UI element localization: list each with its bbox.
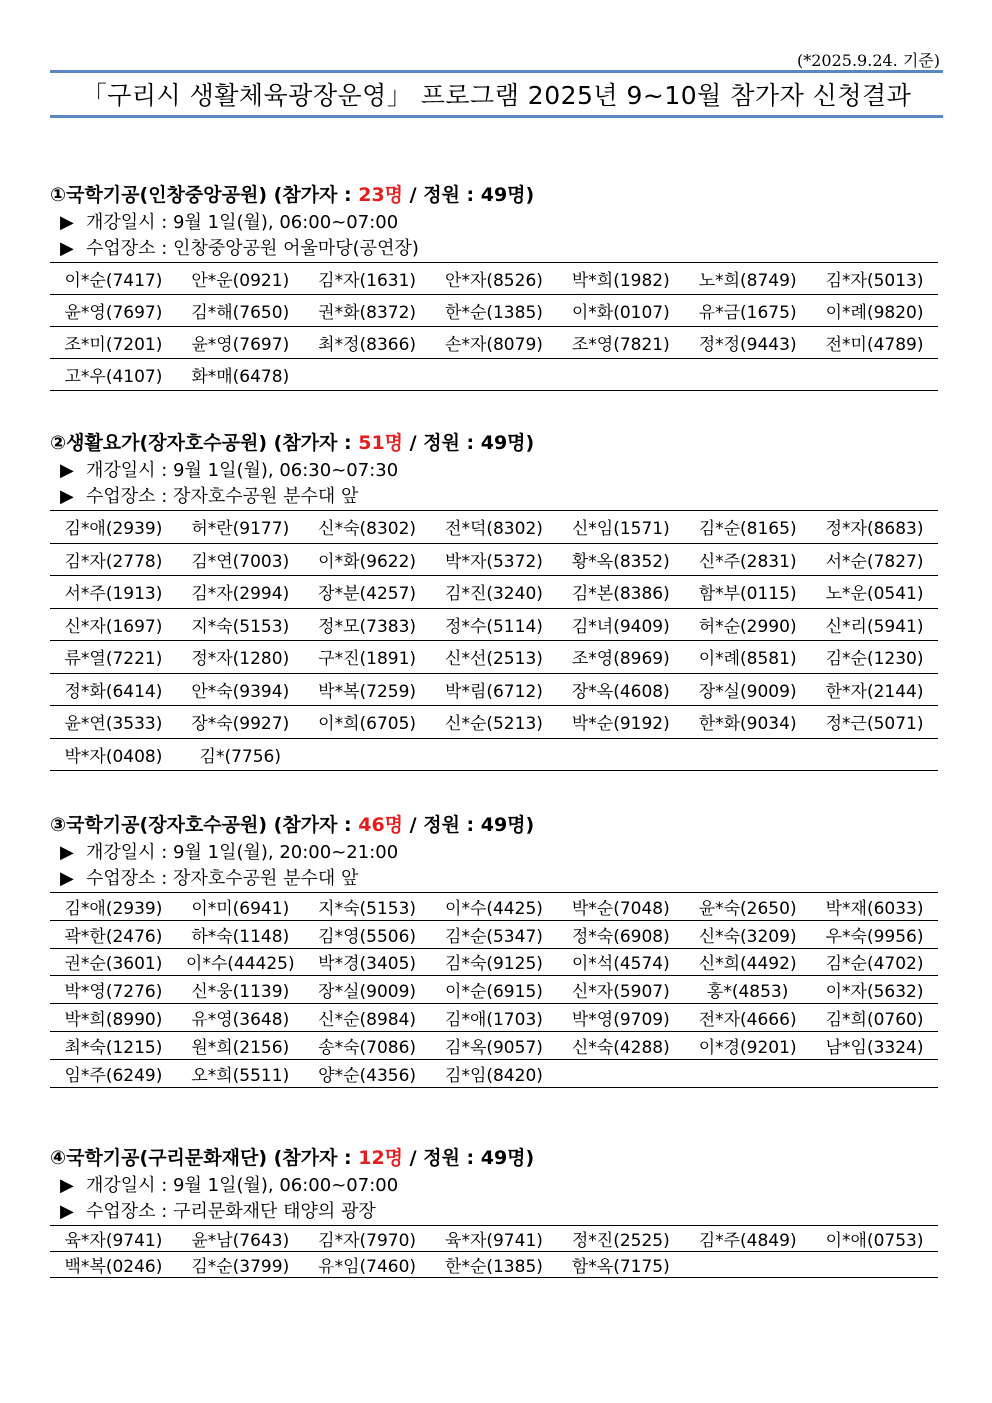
table-row	[50, 948, 938, 976]
class-date-text: 개강일시 : 9월 1일(월), 06:00~07:00	[86, 212, 399, 233]
table-row	[50, 543, 938, 576]
participant-cell: 조*영(7821)	[557, 327, 684, 359]
participant-cell: 백*복(0246)	[50, 1252, 177, 1278]
participant-cell: 김*자(1631)	[304, 263, 431, 295]
participant-cell: 정*수(5114)	[431, 608, 558, 641]
participant-cell: 윤*영(7697)	[177, 327, 304, 359]
participant-cell: 김*숙(9125)	[431, 948, 558, 976]
class-place-line	[50, 1199, 938, 1225]
participant-cell: 박*복(7259)	[304, 673, 431, 706]
participant-cell: 이*례(8581)	[684, 641, 811, 674]
participants-count: 12명	[358, 1147, 404, 1169]
section-heading	[50, 180, 938, 210]
participant-cell: 이*화(0107)	[557, 295, 684, 327]
participant-cell: 신*순(8984)	[304, 1004, 431, 1032]
section-heading	[50, 1143, 938, 1173]
participant-cell: 이*례(9820)	[811, 295, 938, 327]
participant-cell: 서*순(7827)	[811, 543, 938, 576]
participant-cell	[811, 1059, 938, 1087]
participant-cell: 신*자(5907)	[557, 976, 684, 1004]
participant-cell: 함*부(0115)	[684, 576, 811, 609]
table-row	[50, 1059, 938, 1087]
participant-cell: 안*운(0921)	[177, 263, 304, 295]
participant-cell: 김*순(5347)	[431, 920, 558, 948]
section-number: ①	[50, 184, 67, 206]
participant-cell: 한*순(1385)	[431, 1252, 558, 1278]
program-section	[50, 1143, 938, 1278]
class-date-line	[50, 1173, 938, 1199]
participant-cell: 신*순(5213)	[431, 706, 558, 739]
participant-cell: 이*수(4425)	[431, 893, 558, 921]
table-row	[50, 1004, 938, 1032]
participant-cell: 노*운(0541)	[811, 576, 938, 609]
participant-cell: 신*임(1571)	[557, 511, 684, 544]
participant-cell: 김*애(2939)	[50, 511, 177, 544]
arrow-icon: ▶	[60, 460, 74, 481]
participant-cell: 정*모(7383)	[304, 608, 431, 641]
participant-cell: 홍*(4853)	[684, 976, 811, 1004]
participant-cell	[557, 738, 684, 771]
participant-cell: 박*순(9192)	[557, 706, 684, 739]
participant-cell: 신*숙(8302)	[304, 511, 431, 544]
section-heading	[50, 810, 938, 840]
program-name: 국학기공(인창중앙공원)	[66, 184, 268, 206]
table-row	[50, 641, 938, 674]
table-row	[50, 295, 938, 327]
participant-cell: 육*자(9741)	[50, 1226, 177, 1252]
participant-cell: 하*숙(1148)	[177, 920, 304, 948]
class-place-text: 수업장소 : 장자호수공원 분수대 앞	[86, 486, 359, 507]
participant-cell: 이*자(5632)	[811, 976, 938, 1004]
participant-cell: 한*순(1385)	[431, 295, 558, 327]
participant-cell: 신*희(4492)	[684, 948, 811, 976]
participant-cell	[557, 1059, 684, 1087]
participant-cell: 정*자(8683)	[811, 511, 938, 544]
participant-cell: 김*주(4849)	[684, 1226, 811, 1252]
class-date-text: 개강일시 : 9월 1일(월), 06:30~07:30	[86, 460, 399, 481]
table-row	[50, 738, 938, 771]
participant-cell: 윤*숙(2650)	[684, 893, 811, 921]
participant-cell: 박*경(3405)	[304, 948, 431, 976]
class-date-line	[50, 210, 938, 236]
participant-cell: 권*순(3601)	[50, 948, 177, 976]
participant-cell	[684, 1059, 811, 1087]
participant-cell: 서*주(1913)	[50, 576, 177, 609]
participant-cell: 허*순(2990)	[684, 608, 811, 641]
participant-cell: 장*실(9009)	[304, 976, 431, 1004]
section-heading	[50, 428, 938, 458]
arrow-icon: ▶	[60, 868, 74, 889]
program-section	[50, 810, 938, 1088]
participant-cell: 장*숙(9927)	[177, 706, 304, 739]
participant-cell	[431, 359, 558, 391]
arrow-icon: ▶	[60, 238, 74, 259]
class-date-line	[50, 458, 938, 484]
participant-cell: 이*순(7417)	[50, 263, 177, 295]
participant-cell: 지*숙(5153)	[304, 893, 431, 921]
arrow-icon: ▶	[60, 486, 74, 507]
participant-cell: 함*옥(7175)	[557, 1252, 684, 1278]
participant-cell: 김*임(8420)	[431, 1059, 558, 1087]
participants-count: 23명	[358, 184, 404, 206]
capacity-text: / 정원 : 49명)	[409, 814, 535, 836]
class-place-text: 수업장소 : 구리문화재단 태양의 광장	[86, 1201, 376, 1222]
participant-cell: 김*희(0760)	[811, 1004, 938, 1032]
participant-cell: 오*희(5511)	[177, 1059, 304, 1087]
participant-cell	[684, 1252, 811, 1278]
participant-cell	[811, 359, 938, 391]
participant-cell: 곽*한(2476)	[50, 920, 177, 948]
participants-count: 51명	[358, 432, 404, 454]
document-title: 「구리시 생활체육광장운영」 프로그램 2025년 9~10월 참가자 신청결과	[81, 81, 912, 110]
capacity-text: / 정원 : 49명)	[409, 432, 535, 454]
participant-cell: 전*덕(8302)	[431, 511, 558, 544]
participant-cell: 정*숙(6908)	[557, 920, 684, 948]
participant-cell: 김*본(8386)	[557, 576, 684, 609]
section-number: ②	[50, 432, 67, 454]
table-row	[50, 511, 938, 544]
participant-cell: 박*순(7048)	[557, 893, 684, 921]
participant-cell: 전*자(4666)	[684, 1004, 811, 1032]
table-row	[50, 1226, 938, 1252]
capacity-text: / 정원 : 49명)	[409, 1147, 535, 1169]
participant-cell: 양*순(4356)	[304, 1059, 431, 1087]
participant-cell: 김*연(7003)	[177, 543, 304, 576]
class-place-text: 수업장소 : 장자호수공원 분수대 앞	[86, 868, 359, 889]
class-place-text: 수업장소 : 인창중앙공원 어울마당(공연장)	[86, 238, 419, 259]
participant-cell: 권*화(8372)	[304, 295, 431, 327]
section-number: ④	[50, 1147, 67, 1169]
class-place-line	[50, 866, 938, 892]
participant-cell: 전*미(4789)	[811, 327, 938, 359]
participant-cell: 정*화(6414)	[50, 673, 177, 706]
class-date-line	[50, 840, 938, 866]
table-row	[50, 359, 938, 391]
participants-label: (참가자 :	[273, 432, 352, 454]
arrow-icon: ▶	[60, 212, 74, 233]
participant-cell: 최*정(8366)	[304, 327, 431, 359]
participant-cell: 지*숙(5153)	[177, 608, 304, 641]
table-row	[50, 1252, 938, 1278]
program-section	[50, 428, 938, 771]
capacity-text: / 정원 : 49명)	[409, 184, 535, 206]
class-date-text: 개강일시 : 9월 1일(월), 06:00~07:00	[86, 1175, 399, 1196]
participant-cell: 이*애(0753)	[811, 1226, 938, 1252]
participant-cell: 윤*영(7697)	[50, 295, 177, 327]
participant-cell: 이*희(6705)	[304, 706, 431, 739]
table-row	[50, 976, 938, 1004]
arrow-icon: ▶	[60, 1175, 74, 1196]
participant-cell: 장*분(4257)	[304, 576, 431, 609]
reference-date-note: (*2025.9.24. 기준)	[797, 51, 940, 70]
participant-cell: 신*자(1697)	[50, 608, 177, 641]
participant-cell	[304, 738, 431, 771]
table-row	[50, 327, 938, 359]
participant-cell	[811, 738, 938, 771]
participant-cell: 박*희(1982)	[557, 263, 684, 295]
table-row	[50, 893, 938, 921]
participant-cell: 김*진(3240)	[431, 576, 558, 609]
participant-cell: 남*임(3324)	[811, 1031, 938, 1059]
table-row	[50, 673, 938, 706]
participant-cell: 이*순(6915)	[431, 976, 558, 1004]
participant-cell: 김*자(2778)	[50, 543, 177, 576]
participant-cell: 한*화(9034)	[684, 706, 811, 739]
participant-cell: 김*순(1230)	[811, 641, 938, 674]
title-box	[50, 70, 943, 118]
participant-table	[50, 1225, 938, 1278]
participant-cell: 조*미(7201)	[50, 327, 177, 359]
participant-cell: 고*우(4107)	[50, 359, 177, 391]
participant-cell: 신*숙(4288)	[557, 1031, 684, 1059]
program-name: 국학기공(구리문화재단)	[66, 1147, 268, 1169]
participant-cell: 박*림(6712)	[431, 673, 558, 706]
participant-cell: 노*희(8749)	[684, 263, 811, 295]
participant-cell: 김*녀(9409)	[557, 608, 684, 641]
participant-cell: 박*영(7276)	[50, 976, 177, 1004]
table-row	[50, 263, 938, 295]
participant-cell: 신*리(5941)	[811, 608, 938, 641]
participant-cell: 이*수(44425)	[177, 948, 304, 976]
class-place-line	[50, 484, 938, 510]
participant-cell: 장*실(9009)	[684, 673, 811, 706]
participant-cell: 박*영(9709)	[557, 1004, 684, 1032]
participant-cell: 김*해(7650)	[177, 295, 304, 327]
participant-cell	[557, 359, 684, 391]
participant-cell	[431, 738, 558, 771]
participant-cell: 류*열(7221)	[50, 641, 177, 674]
participant-cell: 안*자(8526)	[431, 263, 558, 295]
table-row	[50, 608, 938, 641]
table-row	[50, 920, 938, 948]
participant-cell: 정*자(1280)	[177, 641, 304, 674]
participant-cell: 이*경(9201)	[684, 1031, 811, 1059]
participant-cell: 김*순(4702)	[811, 948, 938, 976]
participant-cell: 정*정(9443)	[684, 327, 811, 359]
participant-cell: 안*숙(9394)	[177, 673, 304, 706]
participant-cell: 김*(7756)	[177, 738, 304, 771]
participant-cell: 황*옥(8352)	[557, 543, 684, 576]
participant-cell: 육*자(9741)	[431, 1226, 558, 1252]
table-row	[50, 706, 938, 739]
participant-cell: 유*금(1675)	[684, 295, 811, 327]
program-section	[50, 180, 938, 391]
participant-cell: 이*미(6941)	[177, 893, 304, 921]
participant-cell: 정*진(2525)	[557, 1226, 684, 1252]
participant-cell	[684, 738, 811, 771]
participant-cell: 손*자(8079)	[431, 327, 558, 359]
participant-cell: 윤*남(7643)	[177, 1226, 304, 1252]
participant-cell: 최*숙(1215)	[50, 1031, 177, 1059]
participant-cell: 윤*연(3533)	[50, 706, 177, 739]
participants-label: (참가자 :	[273, 1147, 352, 1169]
arrow-icon: ▶	[60, 842, 74, 863]
participant-cell: 장*옥(4608)	[557, 673, 684, 706]
participant-cell: 구*진(1891)	[304, 641, 431, 674]
participant-cell: 김*순(3799)	[177, 1252, 304, 1278]
participant-cell: 허*란(9177)	[177, 511, 304, 544]
participant-cell: 김*애(2939)	[50, 893, 177, 921]
participant-cell: 한*자(2144)	[811, 673, 938, 706]
participant-cell: 박*재(6033)	[811, 893, 938, 921]
participant-cell: 김*애(1703)	[431, 1004, 558, 1032]
arrow-icon: ▶	[60, 1201, 74, 1222]
participant-cell: 김*순(8165)	[684, 511, 811, 544]
participant-cell: 이*석(4574)	[557, 948, 684, 976]
section-number: ③	[50, 814, 67, 836]
participants-count: 46명	[358, 814, 404, 836]
participant-cell	[304, 359, 431, 391]
participant-cell: 신*숙(3209)	[684, 920, 811, 948]
participant-cell: 박*자(0408)	[50, 738, 177, 771]
class-place-line	[50, 236, 938, 262]
participant-cell: 정*근(5071)	[811, 706, 938, 739]
program-name: 생활요가(장자호수공원)	[66, 432, 268, 454]
table-row	[50, 1031, 938, 1059]
participant-cell: 김*옥(9057)	[431, 1031, 558, 1059]
participant-cell: 원*희(2156)	[177, 1031, 304, 1059]
program-name: 국학기공(장자호수공원)	[66, 814, 268, 836]
participant-cell: 조*영(8969)	[557, 641, 684, 674]
table-row	[50, 576, 938, 609]
participant-cell: 김*자(7970)	[304, 1226, 431, 1252]
participant-cell: 송*숙(7086)	[304, 1031, 431, 1059]
participants-label: (참가자 :	[273, 814, 352, 836]
participant-cell: 박*희(8990)	[50, 1004, 177, 1032]
participant-cell: 박*자(5372)	[431, 543, 558, 576]
participant-cell: 화*매(6478)	[177, 359, 304, 391]
participant-cell: 신*주(2831)	[684, 543, 811, 576]
participant-cell: 유*영(3648)	[177, 1004, 304, 1032]
participant-cell: 김*영(5506)	[304, 920, 431, 948]
participant-table	[50, 892, 938, 1088]
participant-cell	[684, 359, 811, 391]
participant-table	[50, 510, 938, 771]
participant-cell: 이*화(9622)	[304, 543, 431, 576]
participant-cell: 유*임(7460)	[304, 1252, 431, 1278]
participant-table	[50, 262, 938, 391]
participant-cell: 김*자(5013)	[811, 263, 938, 295]
participant-cell: 신*선(2513)	[431, 641, 558, 674]
participants-label: (참가자 :	[273, 184, 352, 206]
class-date-text: 개강일시 : 9월 1일(월), 20:00~21:00	[86, 842, 399, 863]
participant-cell: 우*숙(9956)	[811, 920, 938, 948]
participant-cell: 김*자(2994)	[177, 576, 304, 609]
participant-cell	[811, 1252, 938, 1278]
participant-cell: 신*웅(1139)	[177, 976, 304, 1004]
participant-cell: 임*주(6249)	[50, 1059, 177, 1087]
